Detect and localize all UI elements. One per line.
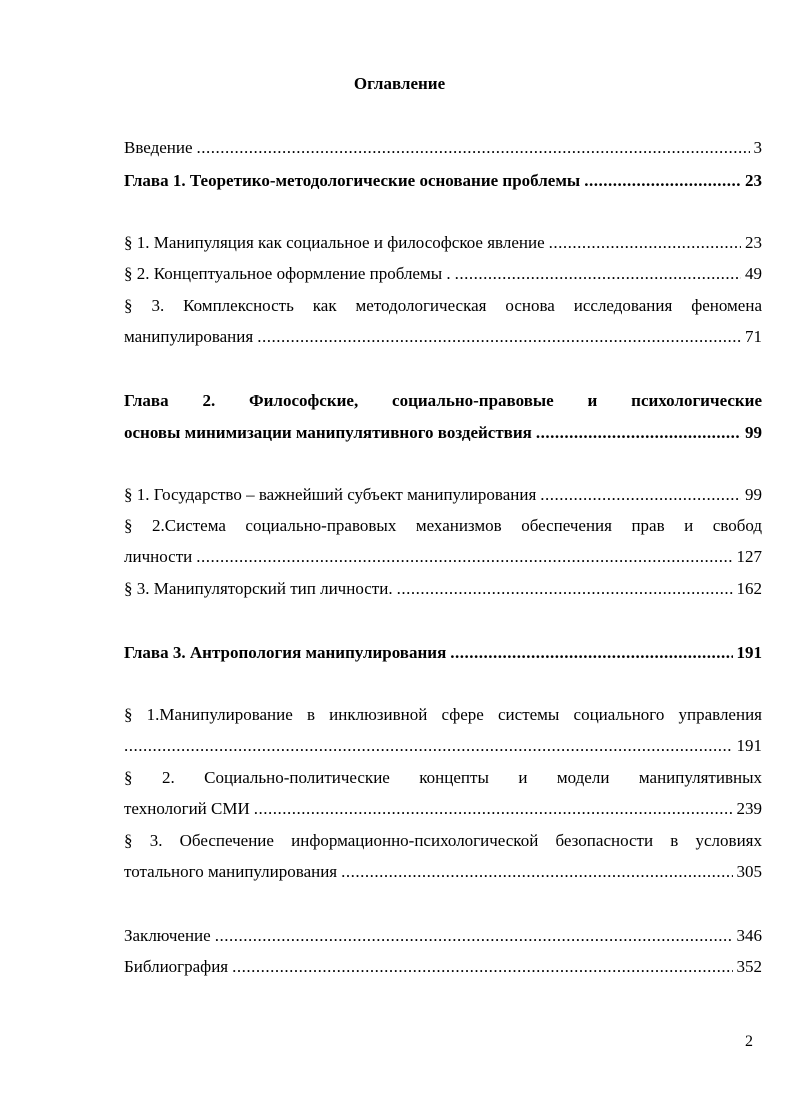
- dot-leader: [584, 169, 741, 193]
- dot-leader: [215, 924, 733, 948]
- toc-entry-page: 23: [745, 171, 762, 190]
- toc-entry-bibliography[interactable]: [124, 955, 762, 979]
- dot-leader: [196, 545, 732, 569]
- toc-entry-page: 99: [745, 485, 762, 504]
- toc-entry-intro[interactable]: [124, 136, 762, 160]
- toc-section-1-1[interactable]: [124, 231, 762, 255]
- page-number: 2: [745, 1033, 753, 1050]
- toc-entry-conclusion[interactable]: [124, 924, 762, 948]
- dot-leader: [232, 955, 732, 979]
- toc-entry-page: 3: [753, 138, 762, 157]
- toc-chapter-title: Глава 1. Теоретико-методологические основание проблемы: [124, 171, 581, 190]
- toc-entry-page: 191: [736, 643, 762, 662]
- toc-entry-page: 346: [736, 926, 762, 945]
- dot-leader: [257, 325, 741, 349]
- toc-section-1-3-line1[interactable]: § 3. Комплексность как методологическая основа исследования феномена: [124, 296, 762, 315]
- toc-section-3-3-line2[interactable]: [124, 860, 762, 884]
- page-title: Оглавление: [353, 74, 446, 93]
- toc-entry-text: § 3. Манипуляторский тип личности.: [124, 579, 393, 598]
- toc-chapter-2-line1[interactable]: Глава 2. Философские, социально-правовые и психологические: [124, 391, 762, 410]
- toc-chapter-title: основы минимизации манипулятивного воздействия: [124, 423, 532, 442]
- toc-entry-page: 23: [745, 233, 762, 252]
- toc-entry-page: 127: [736, 547, 762, 566]
- toc-chapter-1[interactable]: [124, 169, 762, 193]
- dot-leader: [341, 860, 732, 884]
- toc-entry-text: Введение: [124, 138, 193, 157]
- dot-leader: [197, 136, 750, 160]
- toc-section-1-3-line2[interactable]: [124, 325, 762, 349]
- toc-entry-page: 239: [736, 799, 762, 818]
- dot-leader: [397, 577, 733, 601]
- toc-section-3-2-line1[interactable]: § 2. Социально-политические концепты и модели манипулятивных: [124, 768, 762, 787]
- toc-chapter-title: Глава 3. Антропология манипулирования: [124, 643, 447, 662]
- toc-entry-page: 191: [736, 736, 762, 755]
- dot-leader: [450, 641, 732, 665]
- toc-section-3-2-line2[interactable]: [124, 797, 762, 821]
- toc-entry-page: 99: [745, 423, 762, 442]
- toc-section-2-2-line2[interactable]: [124, 545, 762, 569]
- toc-section-2-1[interactable]: [124, 483, 762, 507]
- dot-leader: [455, 262, 741, 286]
- toc-section-3-3-line1[interactable]: § 3. Обеспечение информационно-психологической безопасности в условиях: [124, 831, 762, 850]
- dot-leader: [124, 734, 733, 758]
- toc-entry-page: 49: [745, 264, 762, 283]
- toc-section-3-1-line2[interactable]: [124, 734, 762, 758]
- toc-entry-text: § 1. Государство – важнейший субъект манипулирования: [124, 485, 537, 504]
- toc-section-3-1-line1[interactable]: § 1.Манипулирование в инклюзивной сфере системы социального управления: [124, 705, 762, 724]
- toc-entry-page: 305: [736, 862, 762, 881]
- toc-entry-page: 162: [736, 579, 762, 598]
- toc-entry-text: личности: [124, 547, 193, 566]
- toc-entry-page: 352: [736, 957, 762, 976]
- toc-chapter-3[interactable]: [124, 641, 762, 665]
- dot-leader: [549, 231, 741, 255]
- toc-section-2-2-line1[interactable]: § 2.Система социально-правовых механизмов обеспечения прав и свобод: [124, 516, 762, 535]
- dot-leader: [536, 421, 741, 445]
- toc-entry-page: 71: [745, 327, 762, 346]
- toc-entry-text: технологий СМИ: [124, 799, 250, 818]
- toc-entry-text: § 2. Концептуальное оформление проблемы .: [124, 264, 451, 283]
- toc-chapter-2-line2[interactable]: [124, 421, 762, 445]
- toc-entry-text: манипулирования: [124, 327, 254, 346]
- toc-entry-text: Библиография: [124, 957, 229, 976]
- toc-entry-text: тотального манипулирования: [124, 862, 338, 881]
- dot-leader: [254, 797, 733, 821]
- toc-section-1-2[interactable]: [124, 262, 762, 286]
- toc-section-2-3[interactable]: [124, 577, 762, 601]
- toc-entry-text: Заключение: [124, 926, 211, 945]
- dot-leader: [540, 483, 741, 507]
- toc-entry-text: § 1. Манипуляция как социальное и философское явление: [124, 233, 545, 252]
